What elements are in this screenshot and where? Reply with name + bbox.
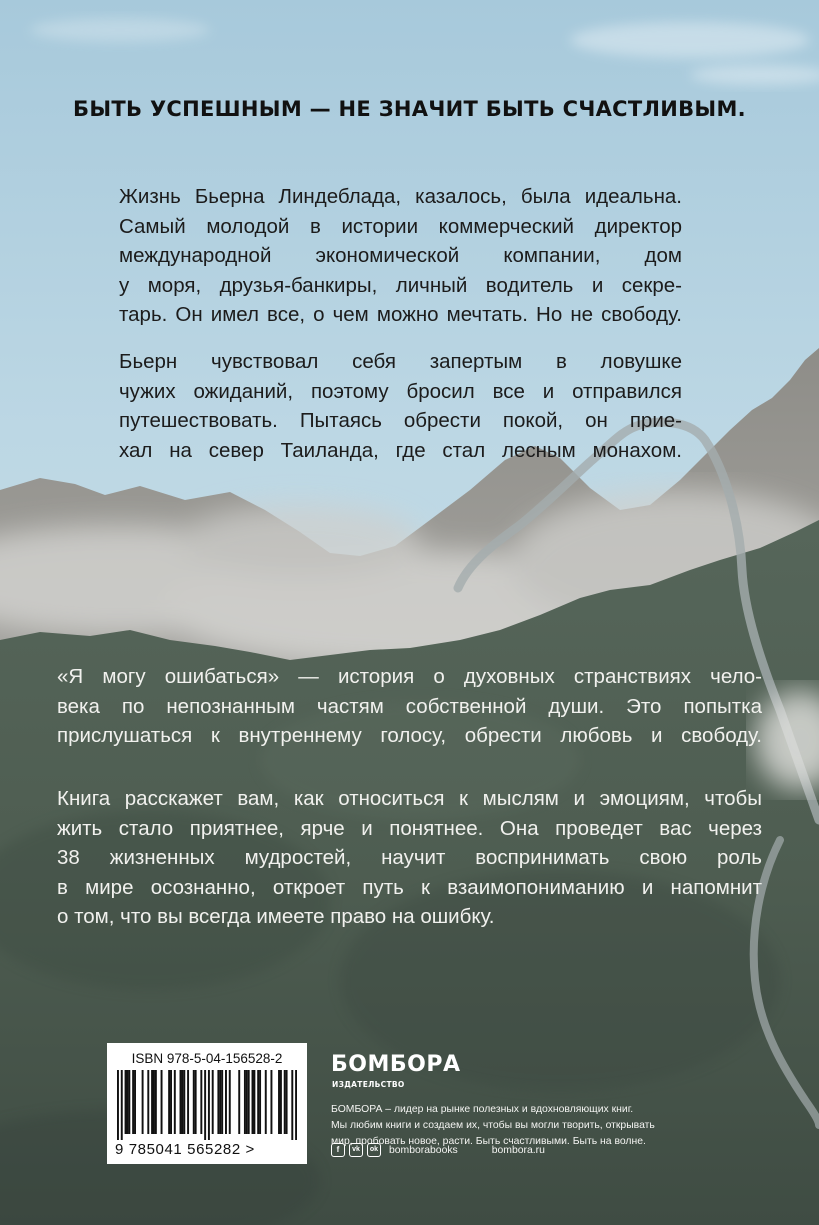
barcode-bar [259, 1070, 261, 1134]
blurb-line: Мы любим книги и создаем их, чтобы вы могли творить, открывать [331, 1120, 655, 1131]
barcode-bar [117, 1070, 119, 1140]
barcode-bar [168, 1070, 170, 1134]
paragraph-line: путешествовать. Пытаясь обрести покой, он прие- [119, 409, 682, 432]
paragraph-line: Бьерн чувствовал себя запертым в ловушке [119, 350, 682, 373]
barcode-bar [248, 1070, 250, 1134]
publisher-logo-subtitle: ИЗДАТЕЛЬСТВО [332, 1080, 405, 1089]
barcode-bar [244, 1070, 246, 1134]
paragraph-line: хал на север Таиланда, где стал лесным монахом. [119, 438, 682, 462]
social-handle: bomborabooks [389, 1144, 458, 1156]
headline: БЫТЬ УСПЕШНЫМ — НЕ ЗНАЧИТ БЫТЬ СЧАСТЛИВЫМ. [73, 97, 746, 121]
website: bombora.ru [491, 1144, 545, 1156]
barcode-bar [221, 1070, 223, 1134]
paragraph-journey [119, 347, 682, 465]
barcode-bar [125, 1070, 127, 1134]
isbn-label: ISBN 978-5-04-156528-2 [131, 1051, 283, 1066]
barcode-bar [219, 1070, 221, 1134]
barcode-bar [246, 1070, 248, 1134]
barcode-bar [121, 1070, 123, 1140]
paragraph-line: Книга расскажет вам, как относиться к мыслям и эмоциям, чтобы [57, 787, 762, 810]
barcode-bar [217, 1070, 219, 1134]
blurb-line: мир, пробовать новое, расти. Быть счастливыми. Быть на волне. [331, 1136, 646, 1147]
barcode-bar [280, 1070, 282, 1134]
barcode-bar [225, 1070, 227, 1134]
barcode-bar [132, 1070, 134, 1134]
paragraph-line: международной экономической компании, дом [119, 244, 682, 267]
barcode-bar [200, 1070, 202, 1134]
social-links [331, 1143, 545, 1157]
barcode-bar [265, 1070, 267, 1134]
barcode-bar [270, 1070, 272, 1134]
barcode-bar [183, 1070, 185, 1134]
barcode-bar [126, 1070, 128, 1134]
barcode-panel [107, 1043, 307, 1164]
barcode-bar [181, 1070, 183, 1134]
paragraph-book [57, 784, 762, 932]
barcode-bar [174, 1070, 176, 1134]
barcode-bar [142, 1070, 144, 1134]
barcode-bar [134, 1070, 136, 1134]
barcode-bar [295, 1070, 297, 1140]
paragraph-line: жить стало приятнее, ярче и понятнее. Она проведет вас через [57, 816, 762, 840]
barcode-bar [128, 1070, 130, 1134]
barcode-bar [257, 1070, 259, 1134]
barcode-bar [291, 1070, 293, 1140]
paragraph-line: Жизнь Бьерна Линдеблада, казалось, была идеальна. [119, 185, 682, 208]
vk-icon: vk [349, 1143, 363, 1157]
paragraph-line: века по непознанным частям собственной души. Это попытка [57, 694, 762, 718]
barcode-bar [193, 1070, 195, 1134]
barcode-bar [238, 1070, 240, 1134]
publisher-logo: БОМБОРА [331, 1052, 461, 1077]
barcode-bar [204, 1070, 206, 1140]
barcode-bar [208, 1070, 210, 1140]
barcode [117, 1070, 297, 1140]
facebook-icon: f [331, 1143, 345, 1157]
barcode-bar [180, 1070, 182, 1134]
paragraph-line: чужих ожиданий, поэтому бросил все и отправился [119, 379, 682, 403]
paragraph-line: тарь. Он имел все, о чем можно мечтать. Но не свободу. [119, 303, 682, 326]
barcode-bar [229, 1070, 231, 1134]
paragraph-line: «Я могу ошибаться» — история о духовных странствиях чело- [57, 665, 762, 688]
paragraph-line: в мире осознанно, откроет путь к взаимопониманию и напомнит [57, 875, 762, 899]
barcode-digits: 9 785041 565282 > [115, 1141, 255, 1158]
barcode-bar [252, 1070, 254, 1134]
paragraph-intro [119, 182, 682, 330]
paragraph-line: у моря, друзья-банкиры, личный водитель и секре- [119, 273, 682, 297]
barcode-bar [253, 1070, 255, 1134]
paragraph-story [57, 662, 762, 751]
barcode-bar [195, 1070, 197, 1134]
paragraph-line: 38 жизненных мудростей, научит воспринимать свою роль [57, 846, 762, 869]
barcode-bar [147, 1070, 149, 1134]
barcode-bar [286, 1070, 288, 1134]
barcode-bar [284, 1070, 286, 1134]
barcode-bar [278, 1070, 280, 1134]
barcode-bar [187, 1070, 189, 1134]
paragraph-line: прислушаться к внутреннему голосу, обрести любовь и свободу. [57, 724, 762, 747]
blurb-line: БОМБОРА – лидер на рынке полезных и вдохновляющих книг. [331, 1104, 634, 1115]
barcode-bar [151, 1070, 153, 1134]
paragraph-line: о том, что вы всегда имеете право на ошибку. [57, 905, 495, 928]
barcode-bar [155, 1070, 157, 1134]
barcode-bar [161, 1070, 163, 1134]
paragraph-line: Самый молодой в истории коммерческий директор [119, 214, 682, 238]
barcode-bar [170, 1070, 172, 1134]
barcode-bar [153, 1070, 155, 1134]
barcode-bar [212, 1070, 214, 1134]
odnoklassniki-icon: ok [367, 1143, 381, 1157]
